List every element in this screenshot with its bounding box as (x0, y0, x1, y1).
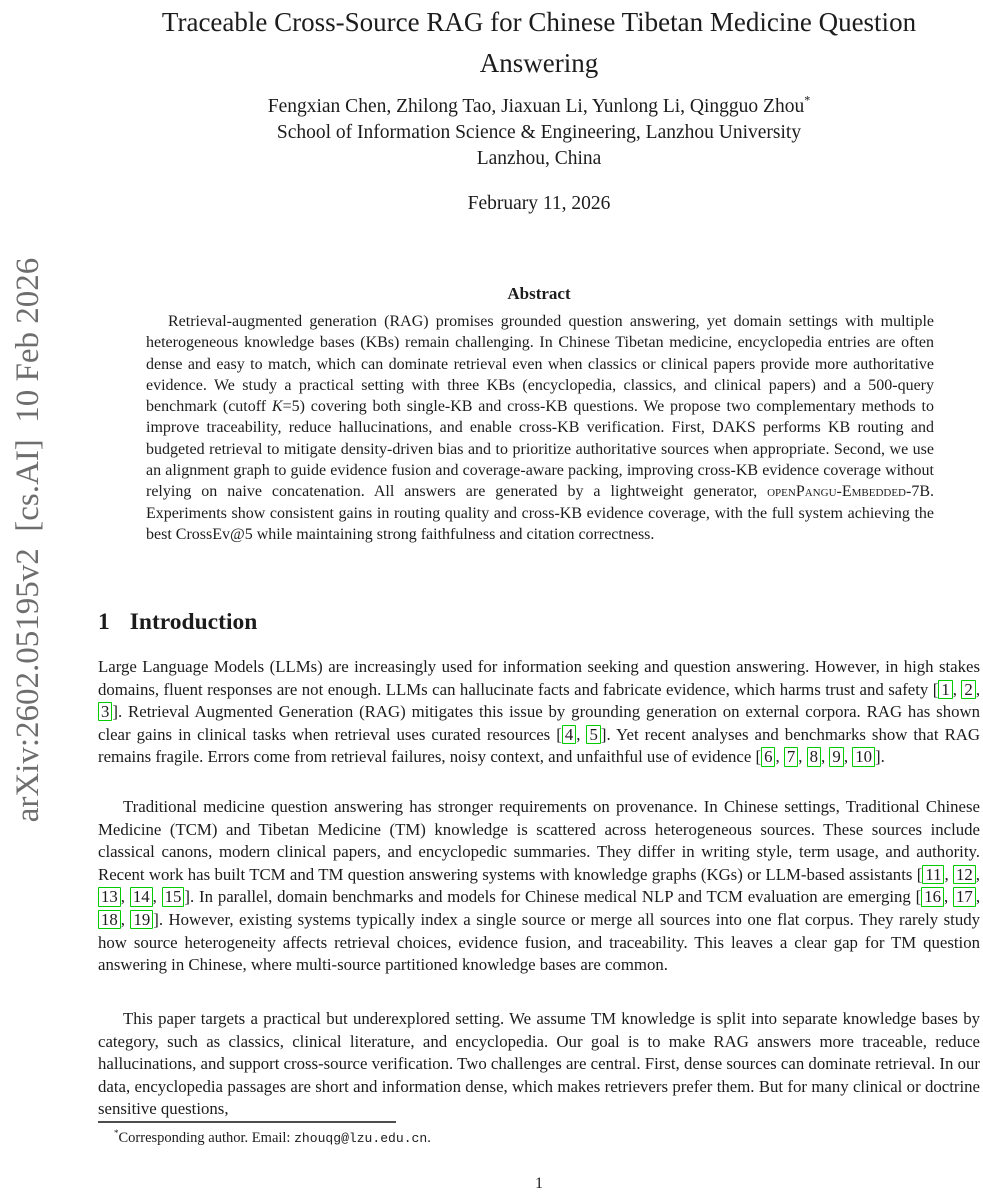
citation-link[interactable]: 10 (852, 747, 875, 766)
section-number: 1 (98, 609, 110, 635)
intro-paragraph-2: Traditional medicine question answering has stronger requirements on provenance. In Chinese settings, Traditional Chinese Medicine (TCM) and Tibetan Medicine (TM) knowledge is scattered across heterogeneous sources. These sources include classical canons, modern clinical papers, and encyclopedic summaries. They differ in writing style, term usage, and authority. Recent work has built TCM and TM question answering systems with knowledge graphs (KGs) or LLM-based assistants [ 11 , 12 , 13 , 14 , 15 ]. In parallel, domain benchmarks and models for Chinese medical NLP and TCM evaluation are emerging [ 16 , 17 , 18 , 19 ]. However, existing systems typically index a single source or merge all sources into one flat corpus. They rarely study how source heterogeneity affects retrieval choices, evidence fusion, and traceability. This leaves a clear gap for TM question answering in Chinese, where multi-source partitioned knowledge bases are common. (98, 797, 981, 975)
citation-link[interactable]: 2 (961, 680, 975, 699)
citation-link[interactable]: 19 (130, 910, 153, 929)
smallcaps-model-name: openPangu-Embedded-7B (767, 483, 930, 501)
authors-line: Fengxian Chen, Zhilong Tao, Jiaxuan Li, Yunlong Li, Qingguo Zhou* (267, 93, 811, 117)
footnote-marker: * (114, 1128, 119, 1139)
paper-date: February 11, 2026 (467, 193, 611, 214)
abstract-heading: Abstract (507, 284, 571, 303)
citation-link[interactable]: 15 (162, 887, 185, 906)
footnote-rule (98, 1121, 396, 1123)
citation-link[interactable]: 11 (922, 865, 944, 884)
citation-link[interactable]: 6 (761, 747, 775, 766)
section-title: Introduction (129, 609, 258, 635)
abstract-text: Retrieval-augmented generation (RAG) promises grounded question answering, yet domain settings with multiple heterogeneous knowledge bases (KBs) remain challenging. In Chinese Tibetan medicine, encyclopedia entries are often dense and easy to match, which can dominate retrieval even when classics or clinical papers provide more authoritative evidence. We study a practical setting with three KBs (encyclopedia, classics, and clinical papers) and a 500-query benchmark (cutoff K=5) covering both single-KB and cross-KB questions. We propose two complementary methods to improve traceability, reduce hallucinations, and enable cross-KB verification. First, DAKS performs KB routing and budgeted retrieval to mitigate density-driven bias and to prioritize authoritative sources when appropriate. Second, we use an alignment graph to guide evidence fusion and coverage-aware packing, improving cross-KB evidence coverage without relying on naive concatenation. All answers are generated by a lightweight generator, openPangu-Embedded-7B. Experiments show consistent gains in routing quality and cross-KB evidence coverage, with the full system achieving the best CrossEv@5 while maintaining strong faithfulness and citation correctness. (146, 313, 935, 543)
intro-paragraph-1: Large Language Models (LLMs) are increasingly used for information seeking and question answering. However, in high stakes domains, fluent responses are not enough. LLMs can hallucinate facts and fabricate evidence, which harms trust and safety [ 1 , 2 , 3 ]. Retrieval Augmented Generation (RAG) mitigates this issue by grounding generation on external corpora. RAG has shown clear gains in clinical tasks when retrieval uses curated resources [ 4 , 5 ]. Yet recent analyses and benchmarks show that RAG remains fragile. Errors come from retrieval failures, noisy context, and unfaithful use of evidence [ 6 , 7 , 8 , 9 , 10 ]. (98, 657, 981, 767)
citation-link[interactable]: 8 (807, 747, 821, 766)
math-symbol: K (271, 398, 283, 416)
intro-paragraph-3: This paper targets a practical but underexplored setting. We assume TM knowledge is split into separate knowledge bases by category, such as classics, clinical literature, and encyclopedia. Our goal is to make RAG answers more traceable, reduce hallucinations, and support cross-source verification. Two challenges are central. First, dense sources can dominate retrieval. In our data, encyclopedia passages are short and information dense, which makes retrievers prefer them. But for many clinical or doctrine sensitive questions, (98, 1009, 980, 1119)
paper-title (98, 2, 980, 84)
citation-link[interactable]: 12 (953, 865, 976, 884)
citation-link[interactable]: 1 (938, 680, 952, 699)
citation-link[interactable]: 14 (130, 887, 153, 906)
citation-link[interactable]: 3 (98, 702, 112, 721)
author-block (98, 94, 980, 172)
citation-link[interactable]: 17 (953, 887, 976, 906)
citation-link[interactable]: 7 (784, 747, 798, 766)
affiliation-line-2: Lanzhou, China (476, 148, 602, 169)
arxiv-stamp: arXiv:2602.05195v2 [cs.AI] 10 Feb 2026 (10, 257, 46, 823)
citation-link[interactable]: 18 (98, 910, 121, 929)
paper-title-text: Traceable Cross-Source RAG for Chinese Tibetan Medicine Question Answering (161, 7, 917, 78)
citation-link[interactable]: 4 (562, 725, 576, 744)
citation-link[interactable]: 13 (98, 887, 121, 906)
page-number: 1 (535, 1175, 543, 1192)
citation-link[interactable]: 5 (586, 725, 600, 744)
section-heading-introduction (98, 609, 980, 636)
citation-link[interactable]: 16 (921, 887, 944, 906)
affiliation-line-1: School of Information Science & Engineering, Lanzhou University (276, 122, 802, 143)
footnote-text: *Corresponding author. Email: zhouqg@lzu.edu.cn. (114, 1128, 431, 1146)
email-address: zhouqg@lzu.edu.cn (294, 1131, 428, 1146)
citation-link[interactable]: 9 (829, 747, 843, 766)
footnote-marker: * (804, 93, 811, 108)
